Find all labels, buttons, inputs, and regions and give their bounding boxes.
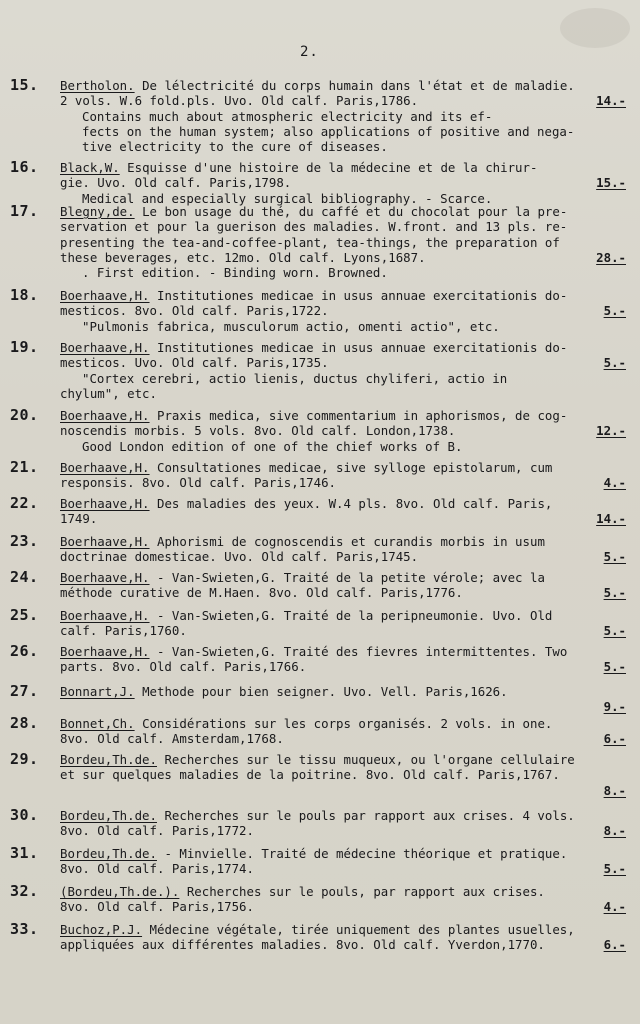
entry-body bbox=[60, 608, 636, 639]
entry-text: servation et pour la guerison des maladies. W.front. and 13 pls. re- bbox=[60, 219, 568, 235]
entry-body bbox=[60, 922, 636, 953]
entry-number: 32. bbox=[10, 882, 39, 900]
entry-text: Institutiones medicae in usus annuae exercitationis do- bbox=[149, 288, 568, 303]
entry-line bbox=[60, 496, 636, 511]
entry-text: Methode pour bien seigner. Uvo. Vell. Paris,1626. bbox=[134, 684, 508, 699]
entry-text: noscendis morbis. 5 vols. 8vo. Old calf. London,1738. bbox=[60, 423, 456, 439]
entry-text: Good London edition of one of the chief works of B. bbox=[82, 438, 463, 454]
entry-text: 8vo. Old calf. Paris,1756. bbox=[60, 899, 254, 915]
entry-price: 12.- bbox=[596, 423, 626, 439]
entry-text: Considérations sur les corps organisés. 2 vols. in one. bbox=[134, 716, 553, 731]
entry-price: 5.- bbox=[603, 303, 626, 319]
entry-text: et sur quelques maladies de la poitrine. 8vo. Old calf. Paris,1767. bbox=[60, 767, 560, 783]
entry-line bbox=[60, 922, 636, 937]
entry-line bbox=[60, 319, 636, 334]
entry-text: responsis. 8vo. Old calf. Paris,1746. bbox=[60, 475, 337, 491]
entry-line bbox=[60, 716, 636, 731]
entry-author: Boerhaave,H. bbox=[60, 288, 150, 303]
entry-author: Boerhaave,H. bbox=[60, 644, 150, 659]
entry-body bbox=[60, 570, 636, 601]
entry-number: 30. bbox=[10, 806, 39, 824]
entry-number: 23. bbox=[10, 532, 39, 550]
entry-number: 15. bbox=[10, 76, 39, 94]
entry-line bbox=[60, 937, 636, 952]
entry-line bbox=[60, 235, 636, 250]
entry-text: De lélectricité du corps humain dans l'état et de maladie. bbox=[134, 78, 575, 93]
entry-price: 9.- bbox=[603, 699, 626, 715]
entry-line bbox=[60, 175, 636, 190]
entry-body bbox=[60, 496, 636, 527]
entry-text: presenting the tea-and-coffee-plant, tea-things, the preparation of bbox=[60, 234, 560, 250]
entry-line bbox=[60, 623, 636, 638]
entry-number: 28. bbox=[10, 714, 39, 732]
entry-line bbox=[60, 250, 636, 265]
entry-text: Le bon usage du thé, du caffé et du chocolat pour la pre- bbox=[134, 204, 568, 219]
entry-line bbox=[60, 408, 636, 423]
entry-body bbox=[60, 808, 636, 839]
entry-author: Bertholon. bbox=[60, 78, 135, 93]
entry-body bbox=[60, 644, 636, 675]
entry-price: 8.- bbox=[603, 782, 626, 798]
entry-text: parts. 8vo. Old calf. Paris,1766. bbox=[60, 659, 307, 675]
entry-body bbox=[60, 534, 636, 565]
paper-stain bbox=[560, 8, 630, 48]
entry-line bbox=[60, 124, 636, 139]
entry-author: Buchoz,P.J. bbox=[60, 922, 143, 937]
entry-price: 28.- bbox=[596, 249, 626, 265]
entry-line bbox=[60, 861, 636, 876]
entry-text: Recherches sur le pouls par rapport aux crises. 4 vols. bbox=[156, 808, 575, 823]
entry-author: Black,W. bbox=[60, 160, 120, 175]
entry-line bbox=[60, 846, 636, 861]
entry-line bbox=[60, 884, 636, 899]
entry-text: "Pulmonis fabrica, musculorum actio, omenti actio", etc. bbox=[82, 318, 500, 334]
entry-number: 21. bbox=[10, 458, 39, 476]
entry-line bbox=[60, 460, 636, 475]
entry-line bbox=[60, 684, 636, 699]
entry-text: Contains much about atmospheric electricity and its ef- bbox=[82, 108, 493, 124]
entry-line bbox=[60, 585, 636, 600]
entry-text: Recherches sur le tissu muqueux, ou l'organe cellulaire bbox=[156, 752, 575, 767]
entry-line bbox=[60, 608, 636, 623]
entry-line bbox=[60, 549, 636, 564]
entry-author: Bordeu,Th.de. bbox=[60, 808, 157, 823]
entry-text: calf. Paris,1760. bbox=[60, 623, 187, 639]
entry-line bbox=[60, 340, 636, 355]
entry-text: méthode curative de M.Haen. 8vo. Old calf. Paris,1776. bbox=[60, 585, 463, 601]
entry-line bbox=[60, 731, 636, 746]
entry-line bbox=[60, 160, 636, 175]
entry-line bbox=[60, 767, 636, 782]
entry-author: Boerhaave,H. bbox=[60, 408, 150, 423]
entry-price: 14.- bbox=[596, 93, 626, 109]
entry-author: Bonnet,Ch. bbox=[60, 716, 135, 731]
entry-line bbox=[60, 265, 636, 280]
entry-text: 8vo. Old calf. Paris,1772. bbox=[60, 823, 254, 839]
entry-author: Bordeu,Th.de. bbox=[60, 752, 157, 767]
entry-line bbox=[60, 109, 636, 124]
entry-text: 8vo. Old calf. Amsterdam,1768. bbox=[60, 731, 284, 747]
entry-line bbox=[60, 823, 636, 838]
entry-price: 5.- bbox=[603, 659, 626, 675]
entry-line bbox=[60, 204, 636, 219]
entry-line bbox=[60, 371, 636, 386]
entry-line bbox=[60, 899, 636, 914]
entry-text: Praxis medica, sive commentarium in aphorismos, de cog- bbox=[149, 408, 568, 423]
entry-author: Blegny,de. bbox=[60, 204, 135, 219]
entry-text: - Minvielle. Traité de médecine théorique et pratique. bbox=[156, 846, 568, 861]
entry-author: Boerhaave,H. bbox=[60, 340, 150, 355]
entry-body bbox=[60, 78, 636, 154]
entry-number: 19. bbox=[10, 338, 39, 356]
entry-number: 20. bbox=[10, 406, 39, 424]
entry-price: 5.- bbox=[603, 355, 626, 371]
entry-line bbox=[60, 386, 636, 401]
page-number: 2. bbox=[300, 44, 319, 60]
entry-line bbox=[60, 752, 636, 767]
entry-author: Bonnart,J. bbox=[60, 684, 135, 699]
entry-text: . First edition. - Binding worn. Browned. bbox=[82, 265, 388, 281]
entry-number: 33. bbox=[10, 920, 39, 938]
entry-price: 5.- bbox=[603, 861, 626, 877]
entry-number: 31. bbox=[10, 844, 39, 862]
entry-line bbox=[60, 78, 636, 93]
entry-body bbox=[60, 884, 636, 915]
entry-text: doctrinae domesticae. Uvo. Old calf. Paris,1745. bbox=[60, 549, 419, 565]
entry-text: these beverages, etc. 12mo. Old calf. Lyons,1687. bbox=[60, 249, 426, 265]
entry-number: 16. bbox=[10, 158, 39, 176]
entry-body bbox=[60, 716, 636, 747]
entry-text: Consultationes medicae, sive sylloge epistolarum, cum bbox=[149, 460, 553, 475]
entry-number: 25. bbox=[10, 606, 39, 624]
entry-text: - Van-Swieten,G. Traité de la petite vérole; avec la bbox=[149, 570, 545, 585]
entry-line bbox=[60, 423, 636, 438]
entry-number: 18. bbox=[10, 286, 39, 304]
entry-author: Boerhaave,H. bbox=[60, 534, 150, 549]
entry-body bbox=[60, 846, 636, 877]
entry-line bbox=[60, 219, 636, 234]
entry-price: 8.- bbox=[603, 823, 626, 839]
entry-text: "Cortex cerebri, actio lienis, ductus chyliferi, actio in bbox=[82, 370, 508, 386]
entry-text: Institutiones medicae in usus annuae exercitationis do- bbox=[149, 340, 568, 355]
entry-line bbox=[60, 139, 636, 154]
entry-author: (Bordeu,Th.de.). bbox=[60, 884, 180, 899]
entry-author: Boerhaave,H. bbox=[60, 608, 150, 623]
entry-body bbox=[60, 340, 636, 401]
entry-author: Boerhaave,H. bbox=[60, 460, 150, 475]
entry-line bbox=[60, 303, 636, 318]
entry-author: Bordeu,Th.de. bbox=[60, 846, 157, 861]
entry-price: 5.- bbox=[603, 585, 626, 601]
entry-line bbox=[60, 93, 636, 108]
entry-price: 4.- bbox=[603, 475, 626, 491]
entry-body bbox=[60, 160, 636, 206]
entry-text: Des maladies des yeux. W.4 pls. 8vo. Old calf. Paris, bbox=[149, 496, 553, 511]
entry-body bbox=[60, 288, 636, 334]
entry-author: Boerhaave,H. bbox=[60, 496, 150, 511]
entry-price: 14.- bbox=[596, 511, 626, 527]
entry-text: chylum", etc. bbox=[60, 385, 157, 401]
entry-price: 5.- bbox=[603, 623, 626, 639]
entry-line bbox=[60, 355, 636, 370]
entry-text: Aphorismi de cognoscendis et curandis morbis in usum bbox=[149, 534, 545, 549]
entry-text: Recherches sur le pouls, par rapport aux crises. bbox=[179, 884, 545, 899]
entry-price: 5.- bbox=[603, 549, 626, 565]
entry-price: 4.- bbox=[603, 899, 626, 915]
entry-number: 17. bbox=[10, 202, 39, 220]
entry-text: appliquées aux différentes maladies. 8vo. Old calf. Yverdon,1770. bbox=[60, 937, 545, 953]
entry-text: fects on the human system; also applications of positive and nega- bbox=[82, 123, 575, 139]
entry-line bbox=[60, 570, 636, 585]
entry-text: 1749. bbox=[60, 511, 98, 527]
entry-line bbox=[60, 475, 636, 490]
entry-text: mesticos. Uvo. Old calf. Paris,1735. bbox=[60, 355, 329, 371]
entry-price: 6.- bbox=[603, 731, 626, 747]
entry-number: 29. bbox=[10, 750, 39, 768]
entry-body bbox=[60, 460, 636, 491]
entry-text: tive electricity to the cure of diseases. bbox=[82, 139, 388, 155]
entry-text: Médecine végétale, tirée uniquement des plantes usuelles, bbox=[142, 922, 575, 937]
entry-line bbox=[60, 288, 636, 303]
entry-line bbox=[60, 659, 636, 674]
entry-text: - Van-Swieten,G. Traité de la peripneumonie. Uvo. Old bbox=[149, 608, 553, 623]
entry-body bbox=[60, 408, 636, 454]
entry-text: Esquisse d'une histoire de la médecine et de la chirur- bbox=[119, 160, 538, 175]
entry-price: 6.- bbox=[603, 937, 626, 953]
entry-text: - Van-Swieten,G. Traité des fievres intermittentes. Two bbox=[149, 644, 568, 659]
entry-text: gie. Uvo. Old calf. Paris,1798. bbox=[60, 175, 292, 191]
entry-text: Medical and especially surgical bibliography. - Scarce. bbox=[82, 190, 493, 206]
entry-line bbox=[60, 534, 636, 549]
entry-number: 27. bbox=[10, 682, 39, 700]
entry-number: 24. bbox=[10, 568, 39, 586]
entry-line bbox=[60, 511, 636, 526]
entry-number: 26. bbox=[10, 642, 39, 660]
entry-body bbox=[60, 204, 636, 280]
entry-text: 2 vols. W.6 fold.pls. Uvo. Old calf. Paris,1786. bbox=[60, 93, 419, 109]
entry-body bbox=[60, 752, 636, 798]
entry-line bbox=[60, 439, 636, 454]
entry-line bbox=[60, 808, 636, 823]
entry-author: Boerhaave,H. bbox=[60, 570, 150, 585]
entry-text: 8vo. Old calf. Paris,1774. bbox=[60, 861, 254, 877]
entry-body bbox=[60, 684, 636, 715]
entry-line bbox=[60, 644, 636, 659]
entry-price: 15.- bbox=[596, 175, 626, 191]
entry-number: 22. bbox=[10, 494, 39, 512]
entry-text: mesticos. 8vo. Old calf. Paris,1722. bbox=[60, 303, 329, 319]
